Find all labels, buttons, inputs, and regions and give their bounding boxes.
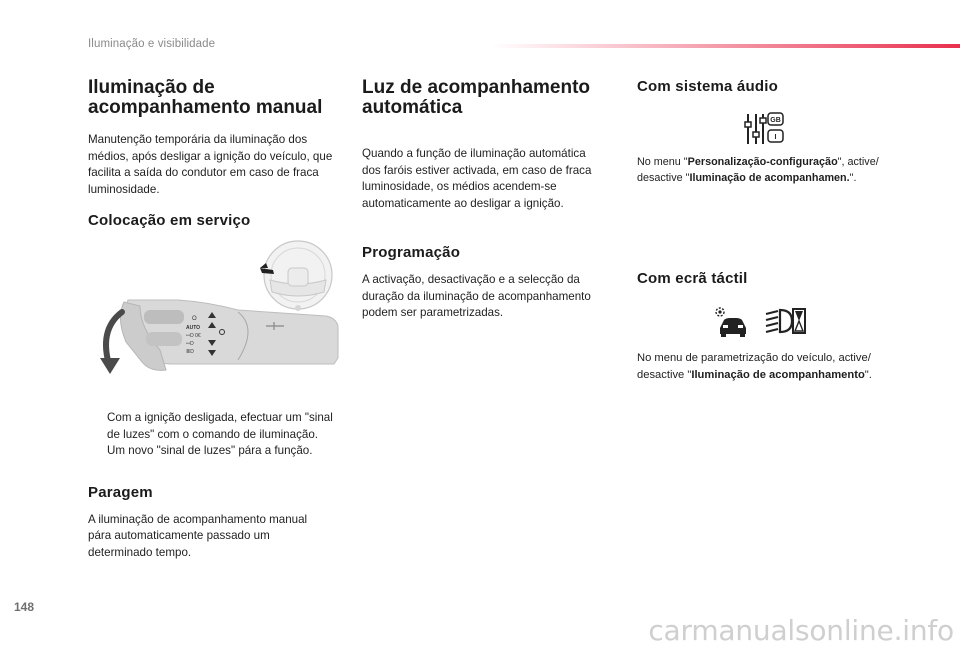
page-number: 148 [14,600,35,614]
stalk-label-low: ꟷD [186,341,194,347]
stalk-label-auto: AUTO [186,325,201,331]
touch-heading: Com ecrã táctil [637,270,748,287]
lighting-stalk-icon [120,300,338,370]
settings-car-icon [714,306,748,338]
audio-settings-icon [744,110,784,148]
stalk-label-off: O [192,316,197,322]
left-column [88,78,350,230]
list-item: Um novo "sinal de luzes" pára a função. [107,444,313,457]
audio-heading: Com sistema áudio [637,78,778,95]
activation-heading: Colocação em serviço [88,212,251,229]
manual-intro: Manutenção temporária da iluminação dos médios, após desligar a ignição do veículo, que facilita a saída do condutor em caso de fraca luminosidade. [88,133,333,196]
middle-column [362,78,606,322]
lighting-stalk-illustration [88,240,340,380]
programming-text: A activação, desactivação e a selecção da duração da iluminação de acompanhamento podem ser parametrizadas. [362,273,591,319]
audio-text: No menu "Personalização-configuração", active/ desactive "Iluminação de acompanhamen.". [637,156,879,184]
programming-heading: Programação [362,244,461,261]
header-accent-bar [492,44,960,48]
stop-text: A iluminação de acompanhamento manual pára automaticamente passado um determinado tempo. [88,512,308,559]
auto-title: Luz de acompanhamento automática [362,77,591,118]
audio-icon-badge-top: GB [770,117,781,124]
left-column-lower [88,410,344,561]
audio-icon-badge-bottom: I [774,134,777,141]
activation-steps [88,410,344,460]
section-header: Iluminação e visibilidade [88,38,216,50]
watermark: carmanualsonline.info [648,614,954,647]
manual-title: Iluminação de acompanhamento manual [88,77,323,118]
stalk-label-dipped: ꟷD 0€ [186,333,201,339]
stop-heading: Paragem [88,483,153,501]
auto-intro: Quando a função de iluminação automática dos faróis estiver activada, em caso de fraca luminosidade, os médios acendem-se automaticamente ao desligar a ignição. [362,147,592,210]
stalk-label-high: ≣D [186,349,194,355]
steering-wheel-icon [264,241,332,311]
touch-text: No menu de parametrização do veículo, active/ desactive "Iluminação de acompanhamento". [637,352,872,381]
headlamp-timer-icon [764,306,806,336]
right-column [637,78,902,96]
touch-instructions [637,350,895,384]
audio-instructions [637,154,902,186]
touch-heading-wrap [637,270,902,288]
list-item: Com a ignição desligada, efectuar um "sinal de luzes" com o comando de iluminação. [107,411,333,441]
